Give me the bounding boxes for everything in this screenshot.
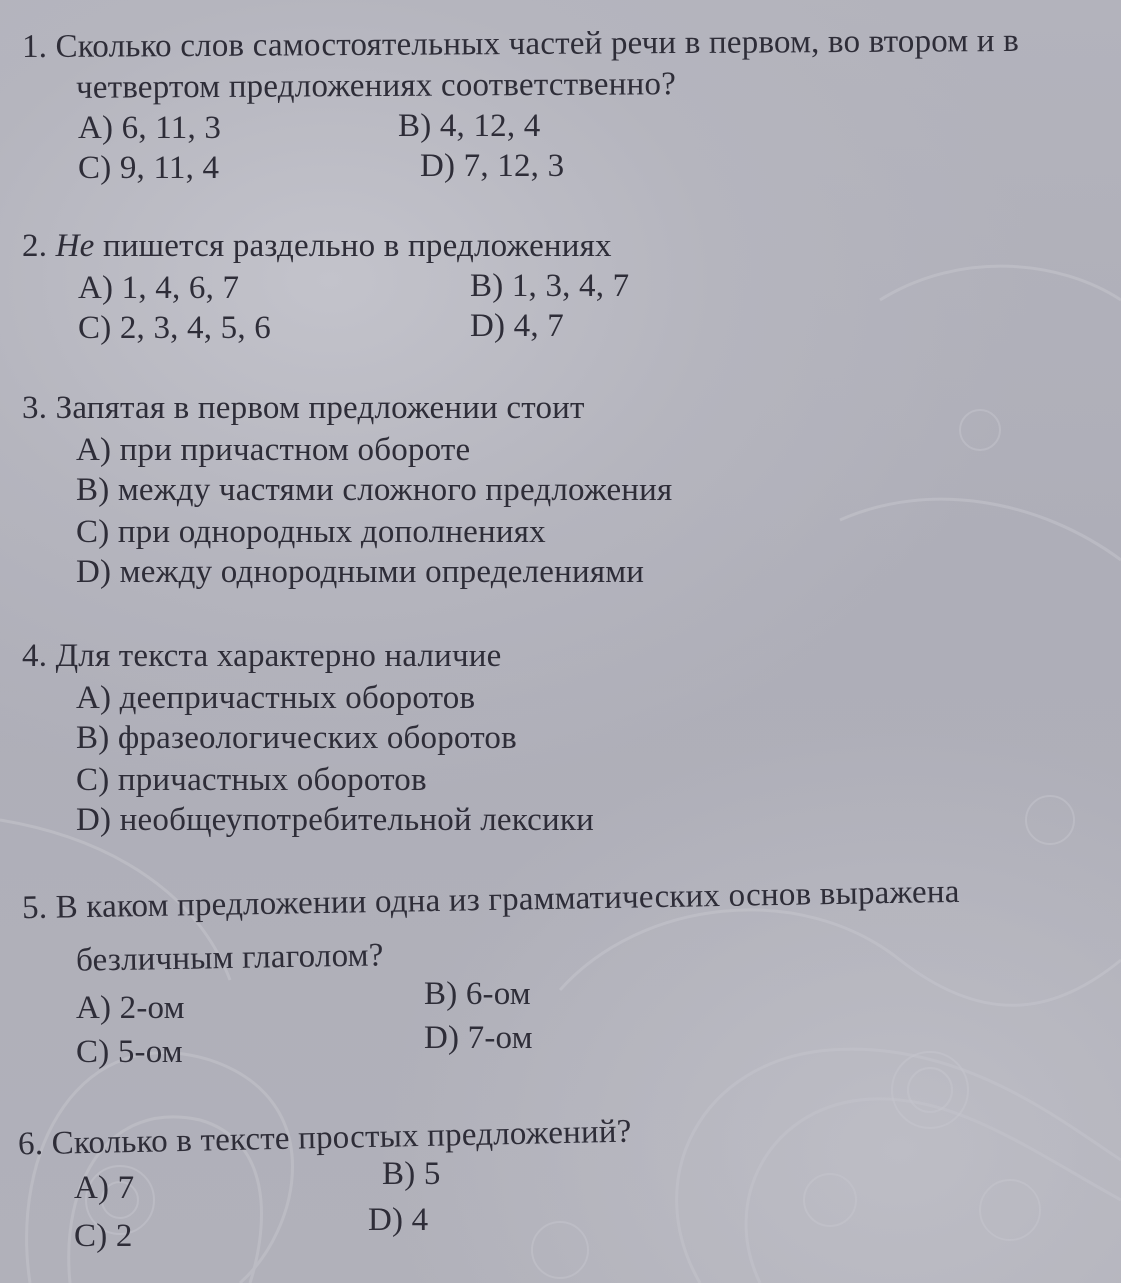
question-1-option-d: D) 7, 12, 3: [420, 148, 565, 184]
question-4-option-b: B) фразеологических оборотов: [76, 720, 517, 756]
question-2-text: [22, 226, 612, 266]
question-2-rest: пишется раздельно в предложениях: [102, 228, 612, 264]
question-2-number: 2.: [22, 228, 48, 264]
question-5-option-a: A) 2-ом: [76, 990, 185, 1026]
question-1-option-a: A) 6, 11, 3: [78, 110, 222, 146]
question-1-line-2: четвертом предложениях соответственно?: [75, 66, 677, 106]
question-3-option-b: B) между частями сложного предложения: [76, 472, 673, 508]
question-1-line-1: 1. Сколько слов самостоятельных частей речи в первом, во втором и в: [21, 22, 1020, 66]
question-5-option-b: B) 6-ом: [424, 976, 531, 1012]
question-3-text: 3. Запятая в первом предложении стоит: [22, 390, 585, 426]
question-5-option-c: C) 5-ом: [76, 1034, 183, 1070]
question-4-option-c: C) причастных оборотов: [76, 762, 427, 798]
question-3-option-d: D) между однородными определениями: [76, 554, 645, 590]
question-6-option-c: C) 2: [74, 1218, 133, 1254]
question-2-option-c: C) 2, 3, 4, 5, 6: [78, 310, 271, 346]
question-3-option-a: A) при причастном обороте: [76, 432, 471, 468]
question-6-option-b: B) 5: [382, 1156, 441, 1192]
question-4-option-d: D) необщеупотребительной лексики: [76, 802, 594, 838]
question-2-option-b: B) 1, 3, 4, 7: [470, 268, 630, 304]
question-3-option-c: C) при однородных дополнениях: [76, 514, 546, 550]
question-6-text: 6. Сколько в тексте простых предложений?: [17, 1113, 632, 1163]
question-1-option-c: C) 9, 11, 4: [78, 150, 220, 186]
question-6-option-d: D) 4: [368, 1202, 429, 1238]
question-5-line-1: 5. В каком предложении одна из грамматических основ выражена: [21, 873, 960, 927]
question-6-option-a: A) 7: [74, 1170, 135, 1206]
question-2-option-d: D) 4, 7: [470, 308, 564, 344]
question-4-text: 4. Для текста характерно наличие: [22, 638, 502, 674]
question-1-option-b: B) 4, 12, 4: [398, 108, 541, 144]
question-2-option-a: A) 1, 4, 6, 7: [78, 270, 240, 306]
question-5-option-d: D) 7-ом: [424, 1020, 533, 1056]
question-5-line-2: безличным глаголом?: [75, 937, 384, 979]
question-2-italic-word: Не: [55, 228, 95, 264]
question-4-option-a: A) деепричастных оборотов: [76, 680, 476, 716]
